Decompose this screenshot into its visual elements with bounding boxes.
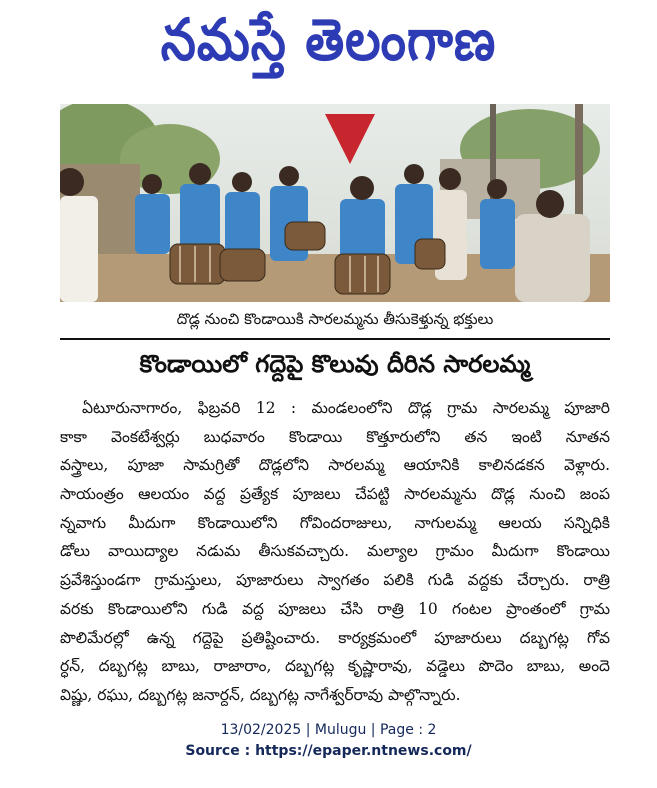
body-line: పొలిమేరల్లో ఉన్న గద్దెపై ప్రతిష్టించారు. కార్యక్రమంలో పూజారులు దబ్బగట్ల గోవ xyxy=(60,628,610,647)
body-line: ప్రవేశిస్తుండగా గ్రామస్తులు, పూజారులు స్వాగతం పలికి గుడి వద్దకు చేర్చారు. రాత్రి xyxy=(60,571,610,590)
body-line: ర్ధన్, దబ్బగట్ల బాబు, రాజారాం, దబ్బగట్ల కృష్ణారావు, వడ్డెలు పొదెం బాబు, అందె xyxy=(60,657,610,676)
news-photo xyxy=(60,104,610,302)
body-line: ఏటూరునాగారం, ఫిబ్రవరి 12 : మండలంలోని దొడ్ల గ్రామ సారలమ్మ పూజారి xyxy=(82,399,610,417)
body-line: కాకా వెంకటేశ్వర్లు బుధవారం కొండాయి కొత్తూరులోని తన ఇంటి నూతన xyxy=(60,427,610,446)
article-headline: కొండాయిలో గద్దెపై కొలువు దీరిన సారలమ్మ xyxy=(139,350,531,378)
page-footer xyxy=(0,720,657,762)
body-line: న్నవాగు మీదుగా కొండాయిలోని గోవిందరాజులు, నాగులమ్మ ఆలయ సన్నిధికి xyxy=(60,513,610,532)
source-link[interactable]: Source : https://epaper.ntnews.com/ xyxy=(185,743,472,759)
body-line: డోలు వాయిద్యాల నడుమ తీసుకవచ్చారు. మల్యాల గ్రామం మీదుగా కొండాయి xyxy=(60,542,610,561)
edition-meta: 13/02/2025 | Mulugu | Page : 2 xyxy=(220,722,437,738)
procession-photo-illustration xyxy=(60,104,610,302)
news-clipping xyxy=(60,104,610,704)
newspaper-title: నమస్తే తెలంగాణ xyxy=(160,6,497,74)
photo-caption: దొడ్ల నుంచి కొండాయికి సారలమ్మను తీసుకెళ్తున్న భక్తులు xyxy=(176,310,494,328)
caption-divider xyxy=(60,338,610,340)
article-body xyxy=(60,394,610,704)
body-line: వరకు కొండాయిలోని గుడి వద్ద పూజలు చేసి రాత్రి 10 గంటల ప్రాంతంలో గ్రామ xyxy=(60,599,610,618)
body-line: విష్ణు, రఘు, దబ్బగట్ల జనార్దన్, దబ్బగట్ల నాగేశ్వర్‌రావు పాల్గొన్నారు. xyxy=(60,685,461,704)
body-line: వస్త్రాలు, పూజా సామగ్రితో దొడ్లలోని సారలమ్మ ఆయానికి కాలినడకన వెళ్లారు. xyxy=(60,456,610,475)
masthead xyxy=(0,0,657,95)
body-line: సాయంత్రం ఆలయం వద్ద ప్రత్యేక పూజలు చేపట్టి సారలమ్మను దొడ్ల నుంచి జంప xyxy=(60,485,610,504)
